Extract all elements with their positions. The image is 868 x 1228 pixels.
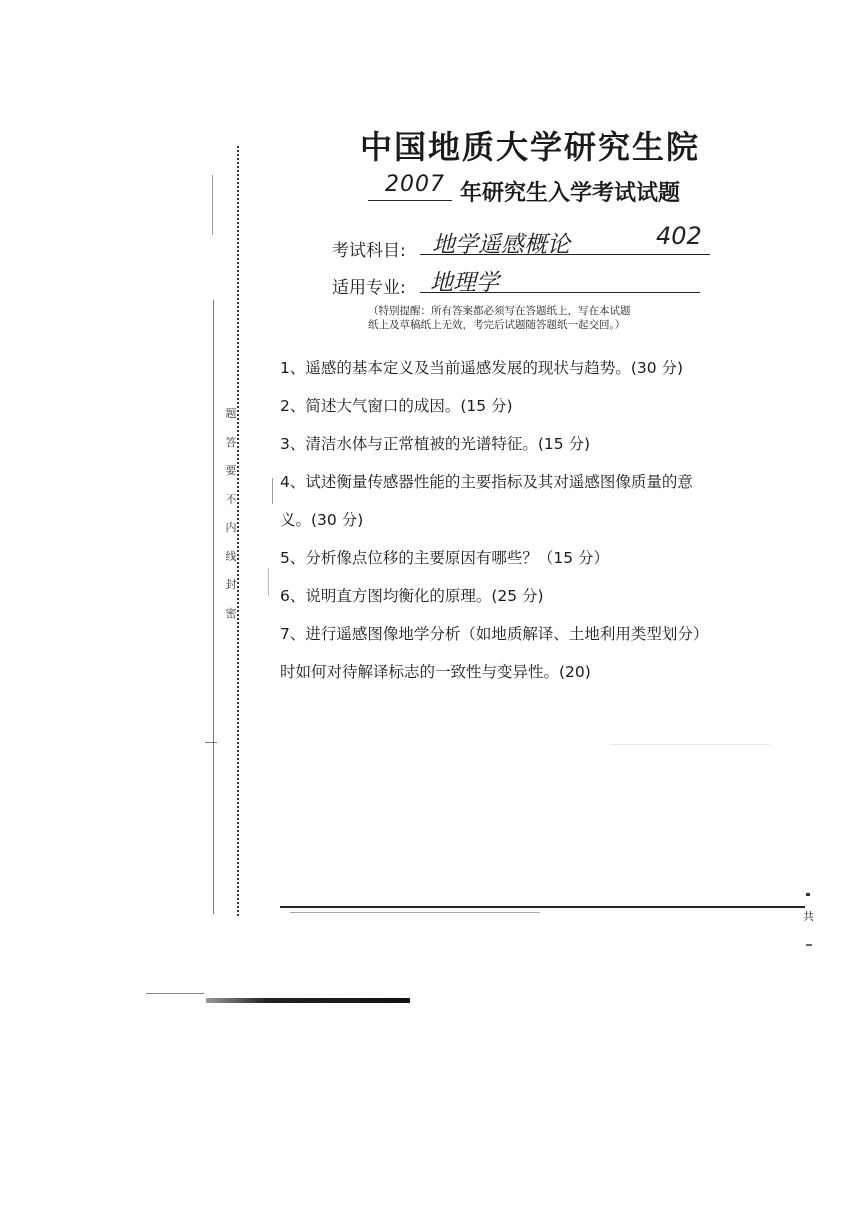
seal-char: 答 <box>225 435 237 449</box>
year-underline <box>368 200 452 201</box>
seal-char: 内 <box>225 521 237 534</box>
notice-line-2: 纸上及草稿纸上无效，考完后试题随答题纸一起交回。） <box>368 319 626 331</box>
question-4-continued: 义。(30 分) <box>280 511 364 529</box>
bottom-rule-faint <box>290 912 540 913</box>
scan-edge-line <box>146 993 204 994</box>
major-label: 适用专业: <box>332 278 406 298</box>
faint-rule <box>610 744 770 745</box>
scan-mark <box>272 478 273 504</box>
question-6: 6、说明直方图均衡化的原理。(25 分) <box>280 587 544 605</box>
question-3: 3、清洁水体与正常植被的光谱特征。(15 分) <box>280 435 591 453</box>
seal-line-notice <box>222 400 240 628</box>
seal-char: 题 <box>225 407 237 420</box>
bottom-rule <box>280 906 805 908</box>
question-2: 2、简述大气窗口的成因。(15 分) <box>280 397 513 415</box>
subject-label: 考试科目: <box>332 241 406 261</box>
question-7: 7、进行遥感图像地学分析（如地质解译、土地利用类型划分） <box>280 625 709 643</box>
seal-char: 线 <box>225 549 237 563</box>
major-underline <box>420 292 700 293</box>
question-1: 1、遥感的基本定义及当前遥感发展的现状与趋势。(30 分) <box>280 359 684 377</box>
seal-char: 密 <box>225 606 237 620</box>
notice-line-1: （特别提醒：所有答案都必须写在答题纸上，写在本试题 <box>368 305 631 317</box>
subject-code-handwritten: 402 <box>656 222 702 250</box>
major-handwritten: 地理学 <box>430 270 499 296</box>
exam-year-handwritten: 2007 <box>385 172 445 197</box>
scan-dot <box>806 944 812 946</box>
margin-rule-top <box>212 175 213 235</box>
exam-title: 年研究生入学考试试题 <box>460 180 681 206</box>
seal-char: 要 <box>225 464 237 477</box>
question-5: 5、分析像点位移的主要原因有哪些？（15 分） <box>280 549 610 567</box>
seal-char: 封 <box>225 578 237 591</box>
institution-title: 中国地质大学研究生院 <box>360 128 701 166</box>
exam-notice <box>368 304 631 332</box>
seal-char: 不 <box>225 492 237 506</box>
binding-tick <box>205 742 217 743</box>
scan-dot <box>806 893 810 896</box>
scan-edge-bar <box>206 998 410 1003</box>
binding-line <box>213 300 214 914</box>
question-7-continued: 时如何对待解译标志的一致性与变异性。(20) <box>280 663 591 681</box>
subject-underline <box>420 254 710 255</box>
page-total-note: 共 <box>803 910 814 923</box>
scan-mark <box>268 568 269 596</box>
question-4: 4、试述衡量传感器性能的主要指标及其对遥感图像质量的意 <box>280 473 693 491</box>
subject-handwritten: 地学遥感概论 <box>432 232 570 258</box>
